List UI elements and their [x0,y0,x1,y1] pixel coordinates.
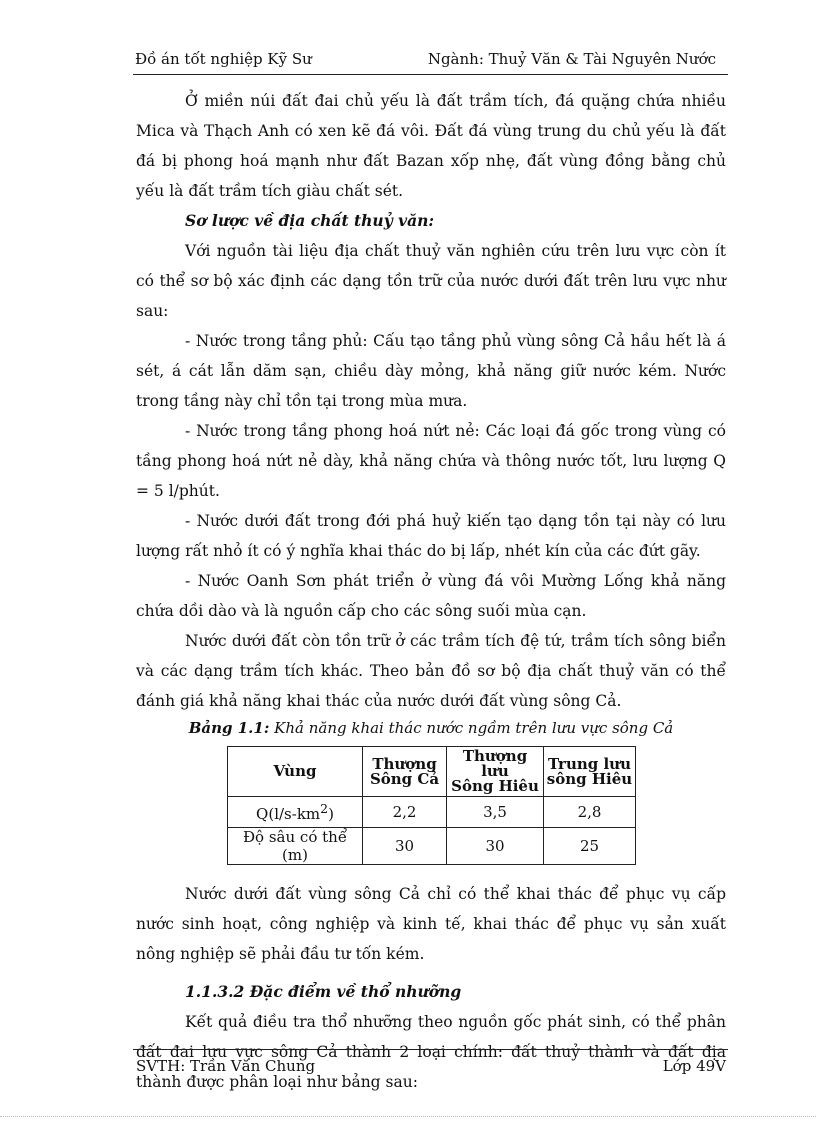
paragraph-intro: Với nguồn tài liệu địa chất thuỷ văn nghiên cứu trên lưu vực còn ít có thể sơ bộ xác định các dạng tồn trữ của nước dưới đất trên lưu vực như sau: [136,242,726,320]
paragraph-karst: - Nước Oanh Sơn phát triển ở vùng đá vôi Mường Lống khả năng chứa dồi dào và là nguồn cấp cho các sông suối mùa cạn. [136,572,726,620]
table-caption [136,716,726,740]
page-content [136,86,726,1097]
groundwater-table [227,746,636,865]
table-cell: 25 [544,828,636,865]
paragraph-geology: Ở miền núi đất đai chủ yếu là đất trầm tích, đá quặng chứa nhiều Mica và Thạch Anh có xen kẽ đá vôi. Đất đá vùng trung du chủ yếu là đất đá bị phong hoá mạnh như đất Bazan xốp nhẹ, đất vùng đồng bằng chủ yếu là đất trầm tích giàu chất sét. [136,92,726,200]
header-right-text: Ngành: Thuỷ Văn & Tài Nguyên Nước [427,50,716,68]
table-cell: 3,5 [447,797,544,828]
table-header-row [228,747,636,797]
paragraph-usage: Nước dưới đất vùng sông Cả chỉ có thể khai thác để phục vụ cấp nước sinh hoạt, công nghiệp và kinh tế, khai thác để phục vụ sản xuất nông nghiệp sẽ phải đầu tư tốn kém. [136,885,726,963]
row-label-discharge: $Q(l/s-km^2)$ [228,797,363,828]
table-row [228,828,636,865]
page-header [133,48,728,75]
row-label-depth: Độ sâu có thể (m) [228,828,363,865]
table-caption-label: Bảng 1.1: [188,719,270,737]
page-bottom-divider [0,1116,816,1117]
paragraph-fault-zone: - Nước dưới đất trong đới phá huỷ kiến tạo dạng tồn tại này có lưu lượng rất nhỏ ít có ý nghĩa khai thác do bị lấp, nhét kín của các đứt gãy. [136,512,726,560]
table-row [228,797,636,828]
footer-student: SVTH: Trần Văn Chung [136,1057,316,1075]
header-cell-region: Vùng [228,747,363,797]
header-cell-upper-song-hieu: Thượng lưu Sông Hiêu [447,747,544,797]
table-cell: 2,2 [363,797,447,828]
paragraph-soil: Kết quả điều tra thổ nhưỡng theo nguồn gốc phát sinh, có thể phân đất đai lưu vực sông Cả thành 2 loại chính: đất thuỷ thành và đất địa thành được phân loại như bảng sau: [136,1013,726,1091]
heading-hydrogeology: Sơ lược về địa chất thuỷ văn: [185,211,435,230]
footer-class: Lớp 49V [662,1057,726,1075]
table-cell: 30 [447,828,544,865]
paragraph-weathered-layer: - Nước trong tầng phong hoá nứt nẻ: Các loại đá gốc trong vùng có tầng phong hoá nứt nẻ dày, khả năng chứa và thông nước tốt, lưu lượng Q = 5 l/phút. [136,422,726,500]
table-caption-text: Khả năng khai thác nước ngầm trên lưu vực sông Cả [269,719,674,737]
paragraph-storage: Nước dưới đất còn tồn trữ ở các trầm tích đệ tứ, trầm tích sông biển và các dạng trầm tích khác. Theo bản đồ sơ bộ địa chất thuỷ văn có thể đánh giá khả năng khai thác của nước dưới đất vùng sông Cả. [136,632,726,710]
heading-soil: 1.1.3.2 Đặc điểm về thổ nhưỡng [185,982,462,1001]
header-cell-upper-song-ca: Thượng Sông Cả [363,747,447,797]
page-footer [133,1049,728,1082]
table-cell: 2,8 [544,797,636,828]
table-cell: 30 [363,828,447,865]
header-left-text: Đồ án tốt nghiệp Kỹ Sư [135,50,312,68]
header-cell-middle-song-hieu: Trung lưu sông Hiêu [544,747,636,797]
paragraph-cover-layer: - Nước trong tầng phủ: Cấu tạo tầng phủ vùng sông Cả hầu hết là á sét, á cát lẫn dăm sạn, chiều dày mỏng, khả năng giữ nước kém. Nước trong tầng này chỉ tồn tại trong mùa mưa. [136,332,726,410]
